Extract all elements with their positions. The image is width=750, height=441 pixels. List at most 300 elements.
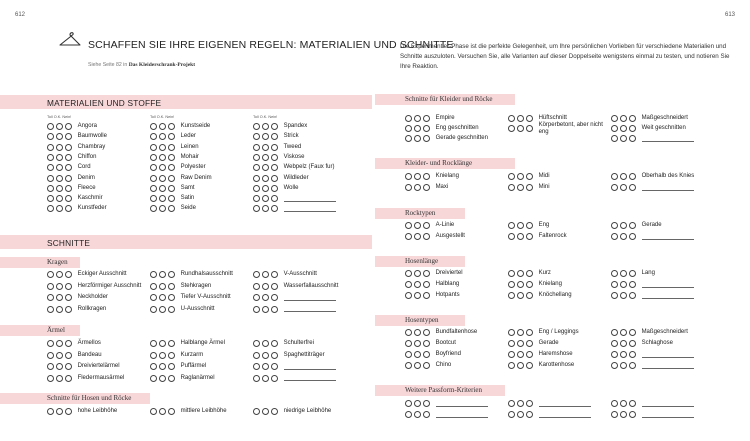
rating-circle-nein[interactable] (168, 185, 175, 192)
rating-circle-toll[interactable] (253, 195, 260, 202)
rating-circle-toll[interactable] (611, 340, 618, 347)
rating-circle-nein[interactable] (65, 294, 72, 301)
rating-circle-ok[interactable] (159, 185, 166, 192)
rating-circle-nein[interactable] (271, 352, 278, 359)
rating-circle-nein[interactable] (271, 205, 278, 212)
rating-circle-toll[interactable] (508, 125, 515, 132)
rating-circle-ok[interactable] (56, 133, 63, 140)
rating-circle-toll[interactable] (405, 362, 412, 369)
rating-circle-toll[interactable] (47, 195, 54, 202)
rating-circle-ok[interactable] (414, 173, 421, 180)
rating-circle-toll[interactable] (253, 283, 260, 290)
rating-circle-ok[interactable] (262, 271, 269, 278)
rating-circle-nein[interactable] (65, 340, 72, 347)
rating-circle-toll[interactable] (47, 363, 54, 370)
rating-circle-toll[interactable] (150, 294, 157, 301)
rating-circle-toll[interactable] (47, 133, 54, 140)
write-in-line[interactable] (642, 136, 694, 142)
rating-circle-ok[interactable] (159, 164, 166, 171)
rating-circle-nein[interactable] (168, 123, 175, 130)
rating-circle-nein[interactable] (271, 363, 278, 370)
rating-circle-toll[interactable] (150, 195, 157, 202)
rating-circle-toll[interactable] (47, 294, 54, 301)
write-in-line[interactable] (284, 196, 336, 202)
write-in-line[interactable] (436, 401, 488, 407)
rating-circle-ok[interactable] (262, 123, 269, 130)
rating-circle-ok[interactable] (159, 144, 166, 151)
rating-circle-nein[interactable] (526, 184, 533, 191)
rating-circle-ok[interactable] (414, 281, 421, 288)
rating-circle-toll[interactable] (253, 352, 260, 359)
rating-circle-nein[interactable] (168, 375, 175, 382)
rating-circle-ok[interactable] (517, 400, 524, 407)
rating-circle-toll[interactable] (611, 173, 618, 180)
rating-circle-toll[interactable] (150, 185, 157, 192)
rating-circle-toll[interactable] (405, 340, 412, 347)
rating-circle-toll[interactable] (47, 144, 54, 151)
rating-circle-toll[interactable] (405, 292, 412, 299)
rating-circle-nein[interactable] (526, 362, 533, 369)
rating-circle-ok[interactable] (414, 351, 421, 358)
rating-circle-toll[interactable] (47, 306, 54, 313)
rating-circle-nein[interactable] (65, 164, 72, 171)
rating-circle-toll[interactable] (47, 205, 54, 212)
rating-circle-toll[interactable] (47, 340, 54, 347)
rating-circle-ok[interactable] (517, 329, 524, 336)
rating-circle-ok[interactable] (56, 352, 63, 359)
rating-circle-nein[interactable] (65, 306, 72, 313)
rating-circle-nein[interactable] (65, 195, 72, 202)
rating-circle-ok[interactable] (159, 352, 166, 359)
rating-circle-nein[interactable] (168, 340, 175, 347)
rating-circle-nein[interactable] (526, 281, 533, 288)
rating-circle-ok[interactable] (159, 294, 166, 301)
rating-circle-ok[interactable] (56, 306, 63, 313)
rating-circle-toll[interactable] (405, 135, 412, 142)
rating-circle-nein[interactable] (168, 175, 175, 182)
rating-circle-nein[interactable] (168, 133, 175, 140)
rating-circle-nein[interactable] (423, 351, 430, 358)
rating-circle-nein[interactable] (423, 125, 430, 132)
rating-circle-ok[interactable] (262, 352, 269, 359)
rating-circle-toll[interactable] (253, 154, 260, 161)
rating-circle-nein[interactable] (423, 270, 430, 277)
rating-circle-ok[interactable] (414, 292, 421, 299)
rating-circle-nein[interactable] (526, 340, 533, 347)
rating-circle-ok[interactable] (56, 271, 63, 278)
rating-circle-toll[interactable] (253, 294, 260, 301)
rating-circle-ok[interactable] (620, 222, 627, 229)
rating-circle-ok[interactable] (517, 351, 524, 358)
rating-circle-nein[interactable] (526, 351, 533, 358)
write-in-line[interactable] (284, 375, 336, 381)
rating-circle-nein[interactable] (629, 222, 636, 229)
rating-circle-nein[interactable] (526, 115, 533, 122)
rating-circle-nein[interactable] (168, 164, 175, 171)
write-in-line[interactable] (642, 401, 694, 407)
rating-circle-toll[interactable] (508, 400, 515, 407)
rating-circle-toll[interactable] (253, 144, 260, 151)
rating-circle-toll[interactable] (47, 185, 54, 192)
rating-circle-nein[interactable] (423, 281, 430, 288)
rating-circle-nein[interactable] (65, 205, 72, 212)
rating-circle-toll[interactable] (47, 164, 54, 171)
write-in-line[interactable] (284, 364, 336, 370)
rating-circle-ok[interactable] (262, 408, 269, 415)
rating-circle-nein[interactable] (65, 375, 72, 382)
rating-circle-nein[interactable] (168, 271, 175, 278)
rating-circle-ok[interactable] (56, 294, 63, 301)
rating-circle-nein[interactable] (65, 363, 72, 370)
write-in-line[interactable] (284, 206, 336, 212)
rating-circle-nein[interactable] (526, 270, 533, 277)
rating-circle-toll[interactable] (150, 340, 157, 347)
rating-circle-nein[interactable] (526, 411, 533, 418)
rating-circle-nein[interactable] (629, 362, 636, 369)
rating-circle-toll[interactable] (253, 164, 260, 171)
rating-circle-toll[interactable] (611, 125, 618, 132)
rating-circle-ok[interactable] (262, 133, 269, 140)
rating-circle-nein[interactable] (271, 175, 278, 182)
rating-circle-ok[interactable] (159, 133, 166, 140)
write-in-line[interactable] (642, 412, 694, 418)
rating-circle-toll[interactable] (508, 173, 515, 180)
rating-circle-ok[interactable] (414, 270, 421, 277)
rating-circle-nein[interactable] (271, 195, 278, 202)
rating-circle-toll[interactable] (253, 133, 260, 140)
rating-circle-ok[interactable] (414, 125, 421, 132)
rating-circle-ok[interactable] (159, 306, 166, 313)
rating-circle-nein[interactable] (271, 133, 278, 140)
rating-circle-nein[interactable] (629, 270, 636, 277)
rating-circle-nein[interactable] (65, 271, 72, 278)
rating-circle-ok[interactable] (620, 362, 627, 369)
rating-circle-ok[interactable] (620, 351, 627, 358)
rating-circle-nein[interactable] (629, 329, 636, 336)
rating-circle-ok[interactable] (620, 184, 627, 191)
rating-circle-toll[interactable] (405, 233, 412, 240)
rating-circle-nein[interactable] (629, 173, 636, 180)
rating-circle-ok[interactable] (517, 184, 524, 191)
write-in-line[interactable] (436, 412, 488, 418)
rating-circle-ok[interactable] (56, 123, 63, 130)
write-in-line[interactable] (539, 401, 591, 407)
rating-circle-nein[interactable] (168, 352, 175, 359)
rating-circle-toll[interactable] (508, 222, 515, 229)
rating-circle-toll[interactable] (150, 283, 157, 290)
write-in-line[interactable] (642, 293, 694, 299)
rating-circle-toll[interactable] (508, 281, 515, 288)
rating-circle-ok[interactable] (56, 164, 63, 171)
rating-circle-ok[interactable] (414, 135, 421, 142)
rating-circle-ok[interactable] (414, 115, 421, 122)
write-in-line[interactable] (642, 185, 694, 191)
rating-circle-ok[interactable] (56, 144, 63, 151)
rating-circle-nein[interactable] (271, 375, 278, 382)
rating-circle-nein[interactable] (629, 400, 636, 407)
rating-circle-toll[interactable] (47, 175, 54, 182)
rating-circle-ok[interactable] (262, 154, 269, 161)
rating-circle-toll[interactable] (611, 184, 618, 191)
rating-circle-ok[interactable] (517, 340, 524, 347)
rating-circle-toll[interactable] (611, 233, 618, 240)
rating-circle-toll[interactable] (611, 115, 618, 122)
rating-circle-nein[interactable] (526, 173, 533, 180)
write-in-line[interactable] (642, 352, 694, 358)
rating-circle-nein[interactable] (65, 175, 72, 182)
rating-circle-nein[interactable] (526, 400, 533, 407)
rating-circle-ok[interactable] (56, 175, 63, 182)
rating-circle-nein[interactable] (629, 125, 636, 132)
rating-circle-toll[interactable] (253, 123, 260, 130)
rating-circle-nein[interactable] (168, 306, 175, 313)
rating-circle-ok[interactable] (620, 270, 627, 277)
rating-circle-toll[interactable] (611, 135, 618, 142)
rating-circle-ok[interactable] (56, 408, 63, 415)
rating-circle-ok[interactable] (262, 294, 269, 301)
rating-circle-nein[interactable] (168, 205, 175, 212)
rating-circle-ok[interactable] (620, 329, 627, 336)
rating-circle-ok[interactable] (414, 222, 421, 229)
rating-circle-toll[interactable] (150, 306, 157, 313)
rating-circle-ok[interactable] (517, 233, 524, 240)
rating-circle-toll[interactable] (150, 123, 157, 130)
rating-circle-nein[interactable] (168, 283, 175, 290)
rating-circle-ok[interactable] (620, 125, 627, 132)
rating-circle-ok[interactable] (414, 400, 421, 407)
rating-circle-ok[interactable] (620, 115, 627, 122)
rating-circle-ok[interactable] (56, 154, 63, 161)
rating-circle-nein[interactable] (526, 222, 533, 229)
rating-circle-toll[interactable] (150, 175, 157, 182)
rating-circle-nein[interactable] (168, 294, 175, 301)
rating-circle-nein[interactable] (423, 292, 430, 299)
rating-circle-toll[interactable] (611, 362, 618, 369)
rating-circle-nein[interactable] (168, 408, 175, 415)
rating-circle-ok[interactable] (159, 154, 166, 161)
rating-circle-ok[interactable] (159, 205, 166, 212)
rating-circle-ok[interactable] (620, 411, 627, 418)
rating-circle-nein[interactable] (65, 283, 72, 290)
rating-circle-nein[interactable] (271, 123, 278, 130)
rating-circle-ok[interactable] (620, 281, 627, 288)
rating-circle-nein[interactable] (65, 144, 72, 151)
rating-circle-toll[interactable] (47, 352, 54, 359)
rating-circle-toll[interactable] (150, 154, 157, 161)
rating-circle-nein[interactable] (271, 185, 278, 192)
rating-circle-nein[interactable] (65, 408, 72, 415)
rating-circle-toll[interactable] (150, 375, 157, 382)
rating-circle-toll[interactable] (611, 400, 618, 407)
rating-circle-toll[interactable] (611, 329, 618, 336)
rating-circle-nein[interactable] (526, 329, 533, 336)
write-in-line[interactable] (284, 306, 336, 312)
rating-circle-ok[interactable] (414, 329, 421, 336)
rating-circle-nein[interactable] (629, 115, 636, 122)
rating-circle-ok[interactable] (262, 195, 269, 202)
rating-circle-toll[interactable] (253, 306, 260, 313)
rating-circle-ok[interactable] (159, 195, 166, 202)
rating-circle-toll[interactable] (150, 164, 157, 171)
rating-circle-toll[interactable] (611, 411, 618, 418)
rating-circle-nein[interactable] (629, 135, 636, 142)
write-in-line[interactable] (642, 234, 694, 240)
rating-circle-toll[interactable] (405, 222, 412, 229)
rating-circle-toll[interactable] (611, 351, 618, 358)
rating-circle-ok[interactable] (159, 375, 166, 382)
rating-circle-nein[interactable] (629, 340, 636, 347)
rating-circle-nein[interactable] (423, 222, 430, 229)
rating-circle-nein[interactable] (629, 292, 636, 299)
rating-circle-toll[interactable] (253, 185, 260, 192)
rating-circle-ok[interactable] (262, 175, 269, 182)
rating-circle-toll[interactable] (47, 271, 54, 278)
rating-circle-toll[interactable] (47, 123, 54, 130)
rating-circle-nein[interactable] (271, 283, 278, 290)
rating-circle-toll[interactable] (611, 281, 618, 288)
rating-circle-toll[interactable] (150, 271, 157, 278)
rating-circle-ok[interactable] (262, 363, 269, 370)
rating-circle-ok[interactable] (56, 195, 63, 202)
rating-circle-nein[interactable] (271, 294, 278, 301)
rating-circle-ok[interactable] (620, 400, 627, 407)
rating-circle-toll[interactable] (405, 329, 412, 336)
rating-circle-toll[interactable] (150, 352, 157, 359)
rating-circle-ok[interactable] (620, 233, 627, 240)
rating-circle-toll[interactable] (253, 205, 260, 212)
rating-circle-toll[interactable] (150, 408, 157, 415)
rating-circle-toll[interactable] (405, 173, 412, 180)
write-in-line[interactable] (642, 282, 694, 288)
rating-circle-toll[interactable] (611, 292, 618, 299)
rating-circle-toll[interactable] (405, 184, 412, 191)
rating-circle-ok[interactable] (517, 411, 524, 418)
rating-circle-ok[interactable] (262, 164, 269, 171)
rating-circle-nein[interactable] (271, 144, 278, 151)
rating-circle-toll[interactable] (508, 115, 515, 122)
rating-circle-toll[interactable] (253, 363, 260, 370)
rating-circle-nein[interactable] (271, 408, 278, 415)
write-in-line[interactable] (642, 363, 694, 369)
rating-circle-ok[interactable] (517, 115, 524, 122)
rating-circle-toll[interactable] (405, 125, 412, 132)
rating-circle-toll[interactable] (611, 270, 618, 277)
rating-circle-toll[interactable] (47, 154, 54, 161)
rating-circle-toll[interactable] (150, 363, 157, 370)
rating-circle-toll[interactable] (47, 375, 54, 382)
rating-circle-nein[interactable] (423, 340, 430, 347)
rating-circle-nein[interactable] (423, 135, 430, 142)
rating-circle-ok[interactable] (414, 233, 421, 240)
rating-circle-ok[interactable] (56, 205, 63, 212)
rating-circle-toll[interactable] (611, 222, 618, 229)
rating-circle-ok[interactable] (414, 340, 421, 347)
rating-circle-nein[interactable] (65, 154, 72, 161)
rating-circle-nein[interactable] (423, 173, 430, 180)
rating-circle-toll[interactable] (150, 144, 157, 151)
rating-circle-ok[interactable] (517, 270, 524, 277)
rating-circle-nein[interactable] (65, 352, 72, 359)
rating-circle-nein[interactable] (271, 340, 278, 347)
rating-circle-toll[interactable] (508, 270, 515, 277)
rating-circle-nein[interactable] (423, 400, 430, 407)
rating-circle-ok[interactable] (159, 175, 166, 182)
rating-circle-ok[interactable] (159, 340, 166, 347)
rating-circle-nein[interactable] (423, 362, 430, 369)
rating-circle-nein[interactable] (629, 233, 636, 240)
rating-circle-ok[interactable] (262, 306, 269, 313)
write-in-line[interactable] (539, 412, 591, 418)
rating-circle-ok[interactable] (414, 184, 421, 191)
rating-circle-toll[interactable] (508, 184, 515, 191)
rating-circle-ok[interactable] (517, 125, 524, 132)
rating-circle-ok[interactable] (262, 205, 269, 212)
rating-circle-nein[interactable] (168, 154, 175, 161)
rating-circle-nein[interactable] (526, 233, 533, 240)
rating-circle-ok[interactable] (56, 340, 63, 347)
rating-circle-toll[interactable] (47, 283, 54, 290)
rating-circle-toll[interactable] (47, 408, 54, 415)
rating-circle-ok[interactable] (620, 135, 627, 142)
rating-circle-ok[interactable] (56, 185, 63, 192)
rating-circle-toll[interactable] (508, 362, 515, 369)
rating-circle-nein[interactable] (423, 411, 430, 418)
rating-circle-nein[interactable] (423, 115, 430, 122)
rating-circle-ok[interactable] (262, 144, 269, 151)
rating-circle-nein[interactable] (65, 123, 72, 130)
rating-circle-ok[interactable] (56, 283, 63, 290)
rating-circle-toll[interactable] (405, 411, 412, 418)
rating-circle-toll[interactable] (253, 408, 260, 415)
rating-circle-ok[interactable] (517, 362, 524, 369)
rating-circle-nein[interactable] (423, 184, 430, 191)
rating-circle-nein[interactable] (168, 195, 175, 202)
rating-circle-ok[interactable] (517, 222, 524, 229)
rating-circle-ok[interactable] (517, 281, 524, 288)
rating-circle-toll[interactable] (405, 115, 412, 122)
rating-circle-nein[interactable] (271, 164, 278, 171)
rating-circle-ok[interactable] (56, 363, 63, 370)
rating-circle-ok[interactable] (159, 123, 166, 130)
rating-circle-nein[interactable] (629, 281, 636, 288)
rating-circle-nein[interactable] (168, 144, 175, 151)
rating-circle-toll[interactable] (150, 133, 157, 140)
rating-circle-toll[interactable] (508, 340, 515, 347)
rating-circle-toll[interactable] (405, 281, 412, 288)
rating-circle-nein[interactable] (65, 133, 72, 140)
rating-circle-toll[interactable] (405, 400, 412, 407)
rating-circle-nein[interactable] (526, 125, 533, 132)
rating-circle-nein[interactable] (629, 411, 636, 418)
rating-circle-ok[interactable] (414, 411, 421, 418)
rating-circle-toll[interactable] (405, 351, 412, 358)
rating-circle-toll[interactable] (508, 233, 515, 240)
rating-circle-ok[interactable] (620, 340, 627, 347)
rating-circle-nein[interactable] (271, 306, 278, 313)
rating-circle-ok[interactable] (262, 340, 269, 347)
write-in-line[interactable] (284, 295, 336, 301)
rating-circle-toll[interactable] (508, 411, 515, 418)
rating-circle-toll[interactable] (508, 292, 515, 299)
rating-circle-ok[interactable] (620, 173, 627, 180)
rating-circle-toll[interactable] (150, 205, 157, 212)
rating-circle-ok[interactable] (56, 375, 63, 382)
rating-circle-nein[interactable] (423, 233, 430, 240)
rating-circle-toll[interactable] (253, 175, 260, 182)
rating-circle-nein[interactable] (271, 154, 278, 161)
rating-circle-toll[interactable] (253, 375, 260, 382)
rating-circle-toll[interactable] (508, 351, 515, 358)
